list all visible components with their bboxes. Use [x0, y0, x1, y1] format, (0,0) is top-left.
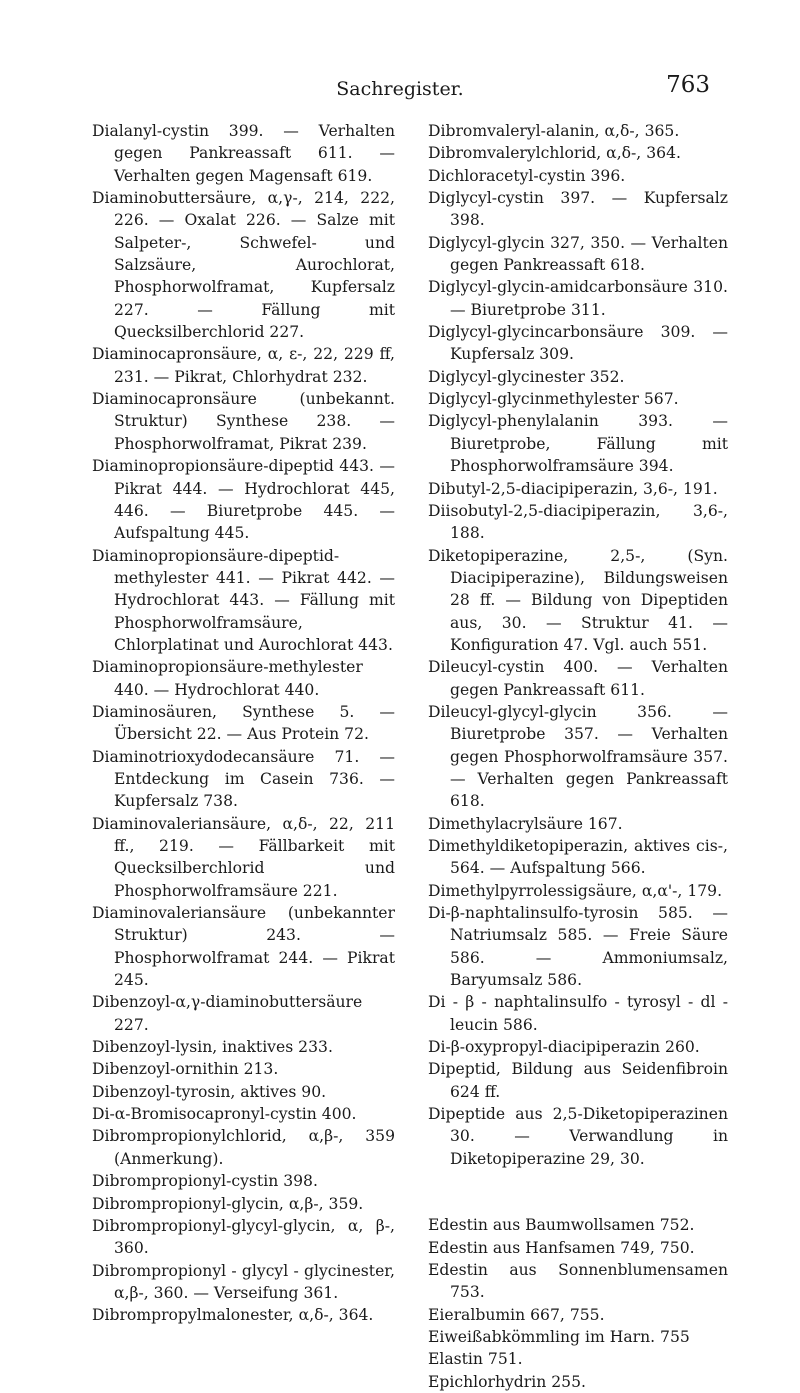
index-entry: Dibrompropionylchlorid, α,β-, 359 (Anmerkung).	[92, 1127, 395, 1168]
index-entry: Di-α-Bromisocapronyl-cystin 400.	[92, 1105, 357, 1124]
index-entry: Dimethyldiketopiperazin, aktives cis-, 564. — Aufspaltung 566.	[428, 837, 728, 878]
page-number: 763	[666, 72, 710, 98]
index-entry: Diglycyl-glycin-amidcarbonsäure 310.— Biuretprobe 311.	[428, 278, 728, 319]
right-column-d-entries	[428, 120, 728, 1170]
index-entry: Dibenzoyl-ornithin 213.	[92, 1060, 279, 1079]
index-entry: Dibromvaleryl-alanin, α,δ-, 365.	[428, 122, 680, 140]
index-entry: Diglycyl-glycinester 352.	[428, 367, 625, 386]
index-entry: Di-β-oxypropyl-diacipiperazin 260.	[428, 1038, 700, 1057]
index-entry: Eieralbumin 667, 755.	[428, 1305, 605, 1324]
right-column-e-entries	[428, 1214, 728, 1393]
index-entry: Dialanyl-cystin 399. — Verhalten gegen Pankreassaft 611. — Verhalten gegen Magensaft 619.	[92, 122, 395, 185]
index-entry: Di - β - naphtalinsulfo - tyrosyl - dl - leucin 586.	[428, 993, 728, 1034]
index-entry: Diaminosäuren, Synthese 5. — Übersicht 22. — Aus Protein 72.	[92, 702, 395, 744]
index-entry: Dibrompropionyl-cystin 398.	[92, 1172, 318, 1191]
index-entry: Diisobutyl-2,5-diacipiperazin, 3,6-, 188.	[428, 501, 728, 543]
index-entry: Dibrompropionyl-glycin, α,β-, 359.	[92, 1194, 364, 1213]
index-entry: Dichloracetyl-cystin 396.	[428, 166, 626, 185]
index-entry: Dibenzoyl-lysin, inaktives 233.	[92, 1038, 333, 1057]
index-entry: Dileucyl-glycyl-glycin 356. — Biuretprobe 357. — Verhalten gegen Phosphorwolframsäure 357. — Verhalten gegen Pankreassaft 618.	[428, 702, 728, 811]
index-entry: Eiweißabkömmling im Harn. 755	[428, 1327, 690, 1346]
index-entry: Dibenzoyl-α,γ-diaminobuttersäure 227.	[92, 993, 363, 1034]
running-head-title: Sachregister.	[336, 78, 464, 100]
index-entry: Dibutyl-2,5-diacipiperazin, 3,6-, 191.	[428, 479, 718, 498]
index-entry: Dimethylacrylsäure 167.	[428, 814, 623, 833]
index-entry: Dipeptid, Bildung aus Seidenfibroin 624 ff.	[428, 1060, 728, 1101]
index-entry: Dileucyl-cystin 400. — Verhalten gegen Pankreassaft 611.	[428, 658, 728, 699]
index-entry: Edestin aus Hanfsamen 749, 750.	[428, 1238, 695, 1257]
index-entry: Diglycyl-glycin 327, 350. — Verhalten gegen Pankreassaft 618.	[428, 233, 728, 275]
index-entry: Diaminopropionsäure-dipeptid 443. — Pikrat 444. — Hydrochlorat 445, 446. — Biuretprobe 445. — Aufspaltung 445.	[92, 457, 395, 543]
index-entry: Diaminovaleriansäure (unbekannter Struktur) 243. — Phosphorwolframat 244. — Pikrat 245.	[92, 904, 395, 990]
right-column	[428, 120, 728, 1393]
index-entry: Elastin 751.	[428, 1350, 523, 1369]
index-entry: Dibrompropylmalonester, α,δ-, 364.	[92, 1306, 374, 1325]
index-entry: Diglycyl-glycinmethylester 567.	[428, 390, 679, 409]
index-entry: Diaminocapronsäure (unbekannt. Struktur) Synthese 238. — Phosphorwolframat, Pikrat 239.	[92, 390, 395, 453]
index-entry: Edestin aus Baumwollsamen 752.	[428, 1216, 695, 1235]
index-entry: Dibenzoyl-tyrosin, aktives 90.	[92, 1082, 327, 1101]
index-entry: Di-β-naphtalinsulfo-tyrosin 585. — Natriumsalz 585. — Freie Säure 586. — Ammoniumsalz, Baryumsalz 586.	[428, 904, 728, 990]
letter-gap	[428, 1170, 728, 1214]
index-entry: Dibromvalerylchlorid, α,δ-, 364.	[428, 144, 681, 163]
index-entry: Diaminocapronsäure, α, ε-, 22, 229 ff, 231. — Pikrat, Chlorhydrat 232.	[92, 345, 395, 386]
index-entry: Edestin aus Sonnenblumensamen 753.	[428, 1260, 728, 1302]
index-entry: Dibrompropionyl - glycyl - glycinester, α,β-, 360. — Verseifung 361.	[92, 1261, 395, 1302]
index-entry: Diglycyl-phenylalanin 393. — Biuretprobe, Fällung mit Phosphorwolframsäure 394.	[428, 412, 728, 476]
left-column	[92, 120, 395, 1327]
index-entry: Diglycyl-cystin 397. — Kupfersalz 398.	[428, 189, 728, 230]
index-entry: Diketopiperazine, 2,5-, (Syn. Diacipiperazine), Bildungsweisen 28 ff. — Bildung von Dipeptiden aus, 30. — Struktur 41. — Konfiguration 47. Vgl. auch 551.	[428, 546, 728, 654]
index-entry: Diaminovaleriansäure, α,δ-, 22, 211 ff., 219. — Fällbarkeit mit Quecksilberchlorid und Phosphorwolframsäure 221.	[92, 814, 395, 900]
index-entry: Epichlorhydrin 255.	[428, 1372, 586, 1391]
index-entry: Diaminotrioxydodecansäure 71. — Entdeckung im Casein 736. — Kupfersalz 738.	[92, 747, 395, 811]
index-entry: Diaminobuttersäure, α,γ-, 214, 222, 226. — Oxalat 226. — Salze mit Salpeter-, Schwefel- und Salzsäure, Aurochlorat, Phosphorwolframat, Kupfersalz 227. — Fällung mit Quecksilberchlorid 227.	[92, 189, 395, 342]
index-entry: Diaminopropionsäure-dipeptid-methylester 441. — Pikrat 442. — Hydrochlorat 443. — Fällung mit Phosphorwolframsäure, Chlorplatinat und Aurochlorat 443.	[92, 546, 395, 654]
index-entry: Dimethylpyrrolessigsäure, α,α'-, 179.	[428, 881, 723, 900]
page-header	[0, 72, 800, 112]
index-entry: Diaminopropionsäure-methylester 440. — Hydrochlorat 440.	[92, 658, 363, 699]
index-entry: Diglycyl-glycincarbonsäure 309. — Kupfersalz 309.	[428, 323, 728, 364]
index-entry: Dibrompropionyl-glycyl-glycin, α, β-, 360.	[92, 1216, 395, 1258]
index-entry: Dipeptide aus 2,5-Diketopiperazinen 30. — Verwandlung in Diketopiperazine 29, 30.	[428, 1105, 728, 1168]
